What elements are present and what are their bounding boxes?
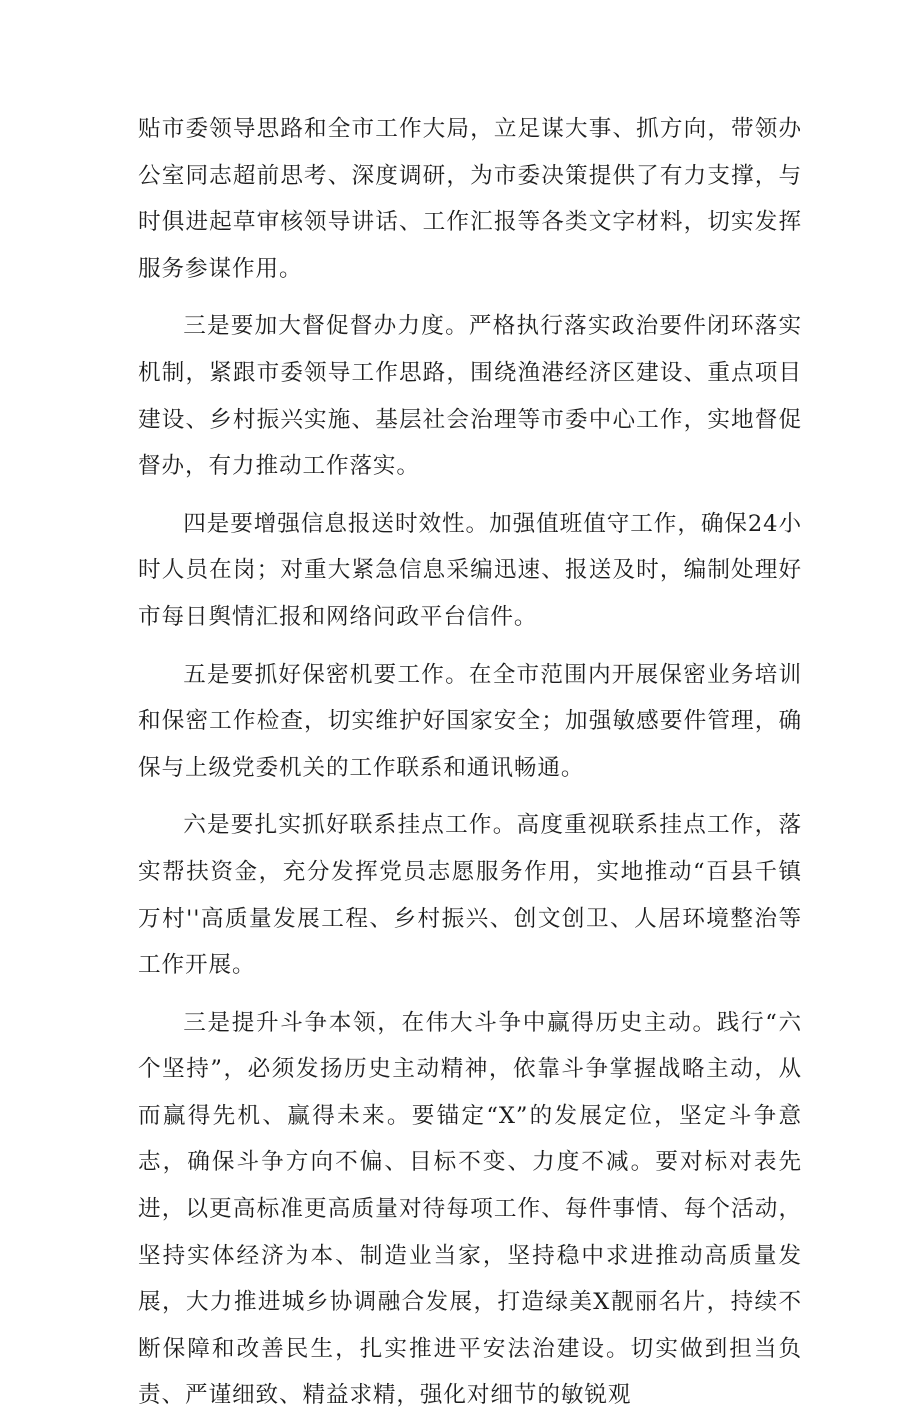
paragraph-information-reporting: 四是要增强信息报送时效性。加强值班值守工作，确保24小时人员在岗；对重大紧急信息采编迅速、报送及时，编制处理好市每日舆情汇报和网络问政平台信件。 [138, 510, 802, 630]
paragraph-struggle-capability: 三是提升斗争本领，在伟大斗争中赢得历史主动。践行“六个坚持”，必须发扬历史主动精神，依靠斗争掌握战略主动，从而赢得先机、赢得未来。要锚定“X”的发展定位，坚定斗争意志，确保斗争方向不偏、目标不变、力度不减。要对标对表先进，以更高标准更高质量对待每项工作、每件事情、每个活动，坚持实体经济为本、制造业当家，坚持稳中求进推动高质量发展，大力推进城乡协调融合发展，打造绿美X靓丽名片，持续不断保障和改善民生，扎实推进平安法治建设。切实做到担当负责、严谨细致、精益求精，强化对细节的敏锐观 [138, 1009, 802, 1409]
paragraph-confidentiality: 五是要抓好保密机要工作。在全市范围内开展保密业务培训和保密工作检查，切实维护好国家安全；加强敏感要件管理，确保与上级党委机关的工作联系和通讯畅通。 [138, 661, 802, 781]
paragraph-supervision: 三是要加大督促督办力度。严格执行落实政治要件闭环落实机制，紧跟市委领导工作思路，围绕渔港经济区建设、重点项目建设、乡村振兴实施、基层社会治理等市委中心工作，实地督促督办，有力推动工作落实。 [138, 313, 802, 480]
document-body [138, 106, 802, 1419]
paragraph-liaison-work: 六是要扎实抓好联系挂点工作。高度重视联系挂点工作，落实帮扶资金，充分发挥党员志愿服务作用，实地推动“百县千镇万村''高质量发展工程、乡村振兴、创文创卫、人居环境整治等工作开展。 [138, 812, 802, 979]
paragraph-continuation: 贴市委领导思路和全市工作大局，立足谋大事、抓方向，带领办公室同志超前思考、深度调研，为市委决策提供了有力支撑，与时俱进起草审核领导讲话、工作汇报等各类文字材料，切实发挥服务参谋作用。 [138, 116, 802, 282]
